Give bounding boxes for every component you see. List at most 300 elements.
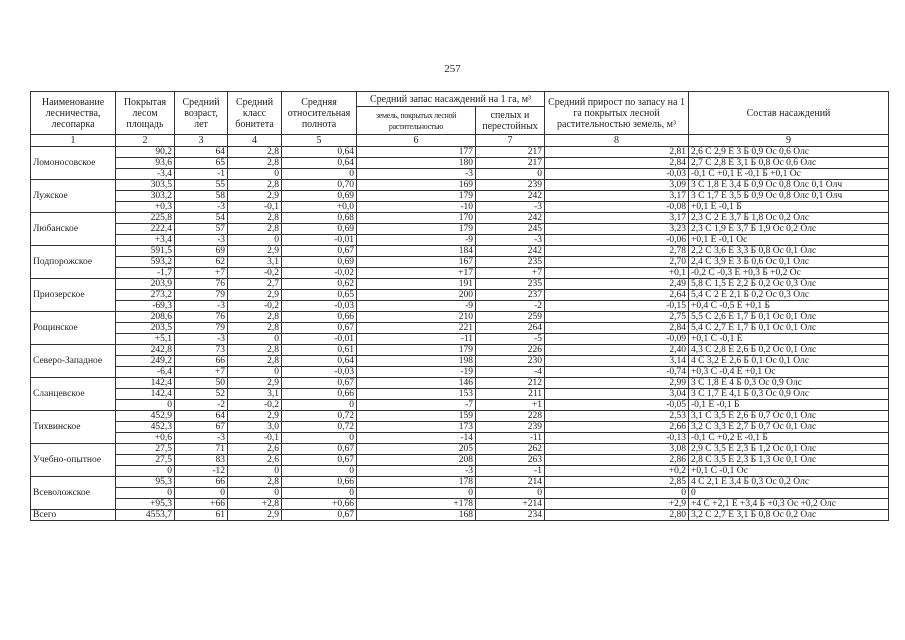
column-number: 6 (357, 135, 476, 147)
bonitet-cell: 2,7 (228, 279, 282, 290)
growth-cell: 2,49 (545, 279, 689, 290)
stock-covered-cell: -11 (357, 334, 476, 345)
area-cell: 203,9 (116, 279, 175, 290)
age-cell: 0 (175, 488, 228, 499)
density-cell: 0,64 (282, 356, 357, 367)
stock-covered-cell: 210 (357, 312, 476, 323)
stock-mature-cell: 212 (476, 378, 545, 389)
stock-mature-cell: +214 (476, 499, 545, 510)
column-number: 5 (282, 135, 357, 147)
area-cell: 222,4 (116, 224, 175, 235)
table-row (31, 257, 889, 268)
area-cell: +0,6 (116, 433, 175, 444)
composition-cell: -0,1 С +0,1 Е -0,1 Б +0,1 Ос (689, 169, 889, 180)
bonitet-cell: 0 (228, 367, 282, 378)
stock-mature-cell: 0 (476, 169, 545, 180)
composition-cell: -0,1 Е -0,1 Б (689, 400, 889, 411)
growth-cell: 3,17 (545, 213, 689, 224)
growth-cell: 3,09 (545, 180, 689, 191)
stock-covered-cell: 184 (357, 246, 476, 257)
age-cell: -3 (175, 334, 228, 345)
stock-covered-cell: 208 (357, 455, 476, 466)
area-cell: -6,4 (116, 367, 175, 378)
stock-mature-cell: 264 (476, 323, 545, 334)
stock-covered-cell: 179 (357, 345, 476, 356)
density-cell: 0,72 (282, 411, 357, 422)
bonitet-cell: 2,6 (228, 455, 282, 466)
bonitet-cell: 0 (228, 466, 282, 477)
density-cell: 0,67 (282, 378, 357, 389)
bonitet-cell: 3,0 (228, 422, 282, 433)
table-row (31, 158, 889, 169)
age-cell: +66 (175, 499, 228, 510)
table-row (31, 378, 889, 389)
bonitet-cell: 0 (228, 169, 282, 180)
age-cell: -3 (175, 235, 228, 246)
table-row (31, 466, 889, 477)
area-cell: 93,6 (116, 158, 175, 169)
growth-cell: -0,74 (545, 367, 689, 378)
density-cell: 0,67 (282, 323, 357, 334)
density-cell: 0,69 (282, 257, 357, 268)
column-number: 4 (228, 135, 282, 147)
area-cell: 0 (116, 488, 175, 499)
column-number: 3 (175, 135, 228, 147)
bonitet-cell: 0 (228, 334, 282, 345)
header-bonitet: Средний класс бонитета (228, 92, 282, 135)
density-cell: 0,68 (282, 213, 357, 224)
table-row (31, 235, 889, 246)
growth-cell: -0,08 (545, 202, 689, 213)
area-cell: -69,3 (116, 301, 175, 312)
density-cell: 0,67 (282, 444, 357, 455)
density-cell: 0,65 (282, 290, 357, 301)
stock-mature-cell: 228 (476, 411, 545, 422)
table-row (31, 279, 889, 290)
area-cell: +3,4 (116, 235, 175, 246)
density-cell: -0,03 (282, 367, 357, 378)
age-cell: 65 (175, 158, 228, 169)
composition-cell: 3 С 1,8 Е 3,4 Б 0,9 Ос 0,8 Олс 0,1 Олч (689, 180, 889, 191)
forestry-name: Северо-Западное (31, 345, 116, 378)
bonitet-cell: 2,9 (228, 378, 282, 389)
growth-cell: 0 (545, 488, 689, 499)
total-stock-mature-cell: 234 (476, 510, 545, 521)
bonitet-cell: 2,8 (228, 356, 282, 367)
growth-cell: -0,06 (545, 235, 689, 246)
composition-cell: 3 С 1,7 Е 3,5 Б 0,9 Ос 0,8 Олс 0,1 Олч (689, 191, 889, 202)
bonitet-cell: 2,8 (228, 180, 282, 191)
table-row (31, 389, 889, 400)
forestry-name: Ломоносовское (31, 147, 116, 180)
bonitet-cell: 2,6 (228, 444, 282, 455)
age-cell: 50 (175, 378, 228, 389)
growth-cell: 3,04 (545, 389, 689, 400)
density-cell: -0,01 (282, 334, 357, 345)
stock-covered-cell: 179 (357, 191, 476, 202)
table-row (31, 499, 889, 510)
bonitet-cell: 2,9 (228, 411, 282, 422)
column-number: 9 (689, 135, 889, 147)
area-cell: 27,5 (116, 455, 175, 466)
bonitet-cell: 2,8 (228, 477, 282, 488)
stock-mature-cell: -5 (476, 334, 545, 345)
bonitet-cell: 2,8 (228, 147, 282, 158)
density-cell: 0,66 (282, 389, 357, 400)
header-growth: Средний прирост по запасу на 1 га покрытых лесной растительностью земель, м³ (545, 92, 689, 135)
growth-cell: 2,84 (545, 323, 689, 334)
table-row (31, 301, 889, 312)
bonitet-cell: 0 (228, 235, 282, 246)
stock-mature-cell: 262 (476, 444, 545, 455)
age-cell: 79 (175, 290, 228, 301)
composition-cell: 2,9 С 3,5 Е 2,3 Б 1,2 Ос 0,1 Олс (689, 444, 889, 455)
stock-covered-cell: -9 (357, 235, 476, 246)
composition-cell: -0,1 С +0,2 Е -0,1 Б (689, 433, 889, 444)
density-cell: -0,02 (282, 268, 357, 279)
area-cell: 273,2 (116, 290, 175, 301)
header-area: Покрытая лесом площадь (116, 92, 175, 135)
stock-mature-cell: 211 (476, 389, 545, 400)
stock-covered-cell: 191 (357, 279, 476, 290)
composition-cell: -0,2 С -0,3 Е +0,3 Б +0,2 Ос (689, 268, 889, 279)
stock-covered-cell: 146 (357, 378, 476, 389)
stock-mature-cell: 214 (476, 477, 545, 488)
stock-covered-cell: 159 (357, 411, 476, 422)
stock-mature-cell: 230 (476, 356, 545, 367)
stock-covered-cell: 205 (357, 444, 476, 455)
column-number-row (31, 135, 889, 147)
header-name: Наименование лесничества, лесопарка (31, 92, 116, 135)
forestry-name: Тихвинское (31, 411, 116, 444)
area-cell: 142,4 (116, 389, 175, 400)
table-row (31, 488, 889, 499)
composition-cell: 3,1 С 3,5 Е 2,6 Б 0,7 Ос 0,1 Олс (689, 411, 889, 422)
composition-cell: 4 С 2,1 Е 3,4 Б 0,3 Ос 0,2 Олс (689, 477, 889, 488)
composition-cell: 5,4 С 2 Е 2,1 Б 0,2 Ос 0,3 Олс (689, 290, 889, 301)
table-row (31, 180, 889, 191)
age-cell: -3 (175, 433, 228, 444)
total-row (31, 510, 889, 521)
stock-covered-cell: 198 (357, 356, 476, 367)
stock-covered-cell: 153 (357, 389, 476, 400)
stock-covered-cell: 180 (357, 158, 476, 169)
stock-covered-cell: +178 (357, 499, 476, 510)
growth-cell: 2,70 (545, 257, 689, 268)
composition-cell: 3 С 1,7 Е 4,1 Б 0,3 Ос 0,9 Олс (689, 389, 889, 400)
stock-mature-cell: -3 (476, 202, 545, 213)
composition-cell: 3 С 1,8 Е 4 Б 0,3 Ос 0,9 Олс (689, 378, 889, 389)
bonitet-cell: 0 (228, 488, 282, 499)
density-cell: 0,62 (282, 279, 357, 290)
stock-covered-cell: -10 (357, 202, 476, 213)
growth-cell: 2,53 (545, 411, 689, 422)
stock-mature-cell: -4 (476, 367, 545, 378)
forestry-name: Приозерское (31, 279, 116, 312)
bonitet-cell: -0,2 (228, 301, 282, 312)
composition-cell: 4 С 3,2 Е 2,6 Б 0,1 Ос 0,1 Олс (689, 356, 889, 367)
age-cell: 71 (175, 444, 228, 455)
stock-covered-cell: 200 (357, 290, 476, 301)
bonitet-cell: 3,1 (228, 257, 282, 268)
age-cell: 69 (175, 246, 228, 257)
bonitet-cell: 3,1 (228, 389, 282, 400)
growth-cell: 2,78 (545, 246, 689, 257)
composition-cell: +4 С +2,1 Е +3,4 Б +0,3 Ос +0,2 Олс (689, 499, 889, 510)
area-cell: 303,5 (116, 180, 175, 191)
table-row (31, 246, 889, 257)
density-cell: 0 (282, 488, 357, 499)
table-row (31, 444, 889, 455)
density-cell: +0,66 (282, 499, 357, 510)
stock-covered-cell: -19 (357, 367, 476, 378)
area-cell: +0,3 (116, 202, 175, 213)
stock-mature-cell: +7 (476, 268, 545, 279)
page-number: 257 (444, 63, 461, 75)
stock-mature-cell: 217 (476, 147, 545, 158)
bonitet-cell: 2,8 (228, 158, 282, 169)
stock-covered-cell: 167 (357, 257, 476, 268)
growth-cell: +0,1 (545, 268, 689, 279)
forestry-name: Лужское (31, 180, 116, 213)
forestry-stock-table (30, 91, 889, 521)
growth-cell: 2,40 (545, 345, 689, 356)
composition-cell: 2,3 С 2 Е 3,7 Б 1,8 Ос 0,2 Олс (689, 213, 889, 224)
area-cell: -3,4 (116, 169, 175, 180)
bonitet-cell: 2,9 (228, 290, 282, 301)
stock-mature-cell: 226 (476, 345, 545, 356)
composition-cell: 2,6 С 2,9 Е 3 Б 0,9 Ос 0,6 Олс (689, 147, 889, 158)
stock-mature-cell: 242 (476, 213, 545, 224)
composition-cell: 5,4 С 2,7 Е 1,7 Б 0,1 Ос 0,1 Олс (689, 323, 889, 334)
forestry-name: Любанское (31, 213, 116, 246)
area-cell: 0 (116, 400, 175, 411)
area-cell: 452,3 (116, 422, 175, 433)
stock-covered-cell: -3 (357, 466, 476, 477)
table-row (31, 169, 889, 180)
stock-covered-cell: +17 (357, 268, 476, 279)
table-row (31, 356, 889, 367)
stock-covered-cell: -9 (357, 301, 476, 312)
area-cell: 225,8 (116, 213, 175, 224)
density-cell: 0,69 (282, 224, 357, 235)
density-cell: -0,03 (282, 301, 357, 312)
age-cell: 64 (175, 147, 228, 158)
header-density: Средняя относительная полнота (282, 92, 357, 135)
composition-cell: 2,4 С 3,9 Е 3 Б 0,6 Ос 0,1 Олс (689, 257, 889, 268)
density-cell: 0 (282, 466, 357, 477)
total-composition-cell: 3,2 С 2,7 Е 3,1 Б 0,8 Ос 0,2 Олс (689, 510, 889, 521)
bonitet-cell: 2,9 (228, 246, 282, 257)
stock-covered-cell: 177 (357, 147, 476, 158)
total-label: Всего (31, 510, 116, 521)
table-row (31, 202, 889, 213)
density-cell: 0,67 (282, 455, 357, 466)
age-cell: +7 (175, 367, 228, 378)
area-cell: 27,5 (116, 444, 175, 455)
composition-cell: +0,4 С -0,5 Е +0,1 Б (689, 301, 889, 312)
stock-mature-cell: 239 (476, 180, 545, 191)
growth-cell: -0,05 (545, 400, 689, 411)
growth-cell: -0,09 (545, 334, 689, 345)
table-row (31, 433, 889, 444)
age-cell: 67 (175, 422, 228, 433)
bonitet-cell: 2,8 (228, 345, 282, 356)
table-row (31, 345, 889, 356)
total-growth-cell: 2,80 (545, 510, 689, 521)
stock-mature-cell: 245 (476, 224, 545, 235)
stock-mature-cell: 235 (476, 279, 545, 290)
column-number: 7 (476, 135, 545, 147)
stock-covered-cell: 178 (357, 477, 476, 488)
bonitet-cell: 2,9 (228, 191, 282, 202)
growth-cell: 2,84 (545, 158, 689, 169)
header-stock-mature: спелых и перестойных (476, 107, 545, 135)
composition-cell: 5,5 С 2,6 Е 1,7 Б 0,1 Ос 0,1 Олс (689, 312, 889, 323)
forestry-name: Учебно-опытное (31, 444, 116, 477)
age-cell: 73 (175, 345, 228, 356)
age-cell: -3 (175, 202, 228, 213)
area-cell: 249,2 (116, 356, 175, 367)
growth-cell: +2,9 (545, 499, 689, 510)
stock-mature-cell: 237 (476, 290, 545, 301)
forestry-name: Всеволожское (31, 477, 116, 510)
age-cell: 66 (175, 477, 228, 488)
growth-cell: 2,75 (545, 312, 689, 323)
table-row (31, 213, 889, 224)
bonitet-cell: 2,8 (228, 224, 282, 235)
growth-cell: 2,85 (545, 477, 689, 488)
stock-covered-cell: -14 (357, 433, 476, 444)
table-row (31, 323, 889, 334)
density-cell: 0,72 (282, 422, 357, 433)
table-row (31, 224, 889, 235)
density-cell: 0,64 (282, 147, 357, 158)
bonitet-cell: 2,8 (228, 323, 282, 334)
growth-cell: -0,03 (545, 169, 689, 180)
table-row (31, 312, 889, 323)
stock-covered-cell: 0 (357, 488, 476, 499)
density-cell: 0,64 (282, 158, 357, 169)
density-cell: -0,01 (282, 235, 357, 246)
density-cell: 0,61 (282, 345, 357, 356)
column-number: 2 (116, 135, 175, 147)
bonitet-cell: 2,8 (228, 213, 282, 224)
stock-mature-cell: -3 (476, 235, 545, 246)
total-bonitet-cell: 2,9 (228, 510, 282, 521)
stock-mature-cell: -1 (476, 466, 545, 477)
area-cell: +95,3 (116, 499, 175, 510)
age-cell: 76 (175, 279, 228, 290)
age-cell: -12 (175, 466, 228, 477)
growth-cell: +0,2 (545, 466, 689, 477)
age-cell: 79 (175, 323, 228, 334)
density-cell: 0 (282, 169, 357, 180)
table-row (31, 455, 889, 466)
table-row (31, 367, 889, 378)
header-age: Средний возраст, лет (175, 92, 228, 135)
stock-covered-cell: -7 (357, 400, 476, 411)
age-cell: +7 (175, 268, 228, 279)
composition-cell: 4,3 С 2,8 Е 2,6 Б 0,2 Ос 0,1 Олс (689, 345, 889, 356)
composition-cell: 2,8 С 3,5 Е 2,3 Б 1,3 Ос 0,1 Олс (689, 455, 889, 466)
density-cell: 0 (282, 433, 357, 444)
age-cell: 76 (175, 312, 228, 323)
stock-mature-cell: 0 (476, 488, 545, 499)
density-cell: +0,0 (282, 202, 357, 213)
growth-cell: 3,17 (545, 191, 689, 202)
age-cell: 58 (175, 191, 228, 202)
area-cell: 208,6 (116, 312, 175, 323)
growth-cell: 3,14 (545, 356, 689, 367)
growth-cell: 2,86 (545, 455, 689, 466)
composition-cell: +0,1 С -0,1 Е (689, 334, 889, 345)
density-cell: 0,70 (282, 180, 357, 191)
column-number: 8 (545, 135, 689, 147)
stock-mature-cell: 259 (476, 312, 545, 323)
composition-cell: +0,1 Е -0,1 Б (689, 202, 889, 213)
growth-cell: -0,13 (545, 433, 689, 444)
stock-mature-cell: +1 (476, 400, 545, 411)
header-stock-group: Средний запас насаждений на 1 га, м³ (357, 92, 545, 107)
table-body (31, 147, 889, 521)
age-cell: 54 (175, 213, 228, 224)
stock-mature-cell: 263 (476, 455, 545, 466)
total-age-cell: 61 (175, 510, 228, 521)
composition-cell: +0,1 Е -0,1 Ос (689, 235, 889, 246)
table-row (31, 477, 889, 488)
table-row (31, 422, 889, 433)
stock-mature-cell: 239 (476, 422, 545, 433)
stock-covered-cell: 170 (357, 213, 476, 224)
growth-cell: -0,15 (545, 301, 689, 312)
growth-cell: 2,64 (545, 290, 689, 301)
composition-cell: 2,3 С 1,9 Е 3,7 Б 1,9 Ос 0,2 Олс (689, 224, 889, 235)
bonitet-cell: +2,8 (228, 499, 282, 510)
age-cell: -3 (175, 301, 228, 312)
area-cell: 142,4 (116, 378, 175, 389)
growth-cell: 2,81 (545, 147, 689, 158)
table-row (31, 400, 889, 411)
forestry-name: Сланцевское (31, 378, 116, 411)
age-cell: 64 (175, 411, 228, 422)
growth-cell: 2,99 (545, 378, 689, 389)
table-row (31, 290, 889, 301)
bonitet-cell: -0,1 (228, 202, 282, 213)
bonitet-cell: -0,1 (228, 433, 282, 444)
table-row (31, 147, 889, 158)
area-cell: 0 (116, 466, 175, 477)
area-cell: 203,5 (116, 323, 175, 334)
area-cell: 593,2 (116, 257, 175, 268)
area-cell: 242,8 (116, 345, 175, 356)
forestry-name: Рощинское (31, 312, 116, 345)
stock-mature-cell: 242 (476, 246, 545, 257)
density-cell: 0,66 (282, 312, 357, 323)
density-cell: 0 (282, 400, 357, 411)
column-number: 1 (31, 135, 116, 147)
composition-cell: +0,1 С -0,1 Ос (689, 466, 889, 477)
stock-mature-cell: -2 (476, 301, 545, 312)
area-cell: 452,9 (116, 411, 175, 422)
growth-cell: 3,08 (545, 444, 689, 455)
stock-covered-cell: -3 (357, 169, 476, 180)
composition-cell: +0,3 С -0,4 Е +0,1 Ос (689, 367, 889, 378)
area-cell: -1,7 (116, 268, 175, 279)
density-cell: 0,66 (282, 477, 357, 488)
growth-cell: 3,23 (545, 224, 689, 235)
total-density-cell: 0,67 (282, 510, 357, 521)
